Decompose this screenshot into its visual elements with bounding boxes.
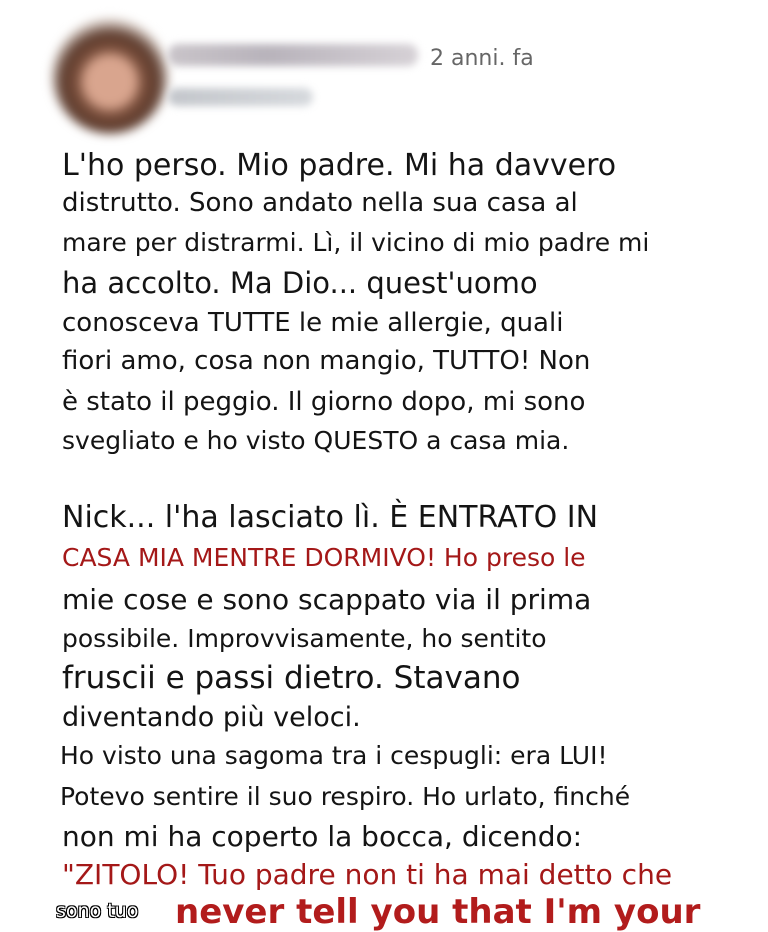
comment-header [0,0,768,140]
username-blurred[interactable] [168,44,418,66]
story-line: Ho visto una sagoma tra i cespugli: era LUI! [60,741,608,770]
story-line: distrutto. Sono andato nella sua casa al [62,188,578,218]
story-line: mare per distrarmi. Lì, il vicino di mio padre mi [62,228,650,257]
story-line: è stato il peggio. Il giorno dopo, mi sono [62,387,586,417]
comment-timestamp: 2 anni. fa [430,46,534,71]
story-line: fiori amo, cosa non mangio, TUTTO! Non [62,346,591,376]
story-line: ha accolto. Ma Dio... quest'uomo [62,266,538,300]
small-subtitle-overlay: sono tuo [56,900,139,922]
username-subtitle-blurred [168,88,313,106]
story-line-highlight: CASA MIA MENTRE DORMIVO! Ho preso le [62,543,586,572]
story-line: mie cose e sono scappato via il prima [62,583,592,616]
story-line: Potevo sentire il suo respiro. Ho urlato, finché [60,782,631,811]
story-line: non mi ha coperto la bocca, dicendo: [62,820,583,853]
english-subtitle-overlay: never tell you that I'm your [175,892,701,932]
story-line: svegliato e ho visto QUESTO a casa mia. [62,426,570,455]
story-line: diventando più veloci. [62,702,361,733]
story-line: Nick... l'ha lasciato lì. È ENTRATO IN [62,500,599,535]
story-line: possibile. Improvvisamente, ho sentito [62,624,547,653]
story-line: conosceva TUTTE le mie allergie, quali [62,308,564,338]
story-line: fruscii e passi dietro. Stavano [62,660,521,696]
story-line: L'ho perso. Mio padre. Mi ha davvero [62,148,617,183]
story-line-highlight: "ZITOLO! Tuo padre non ti ha mai detto che [62,858,673,891]
avatar[interactable] [52,18,168,134]
